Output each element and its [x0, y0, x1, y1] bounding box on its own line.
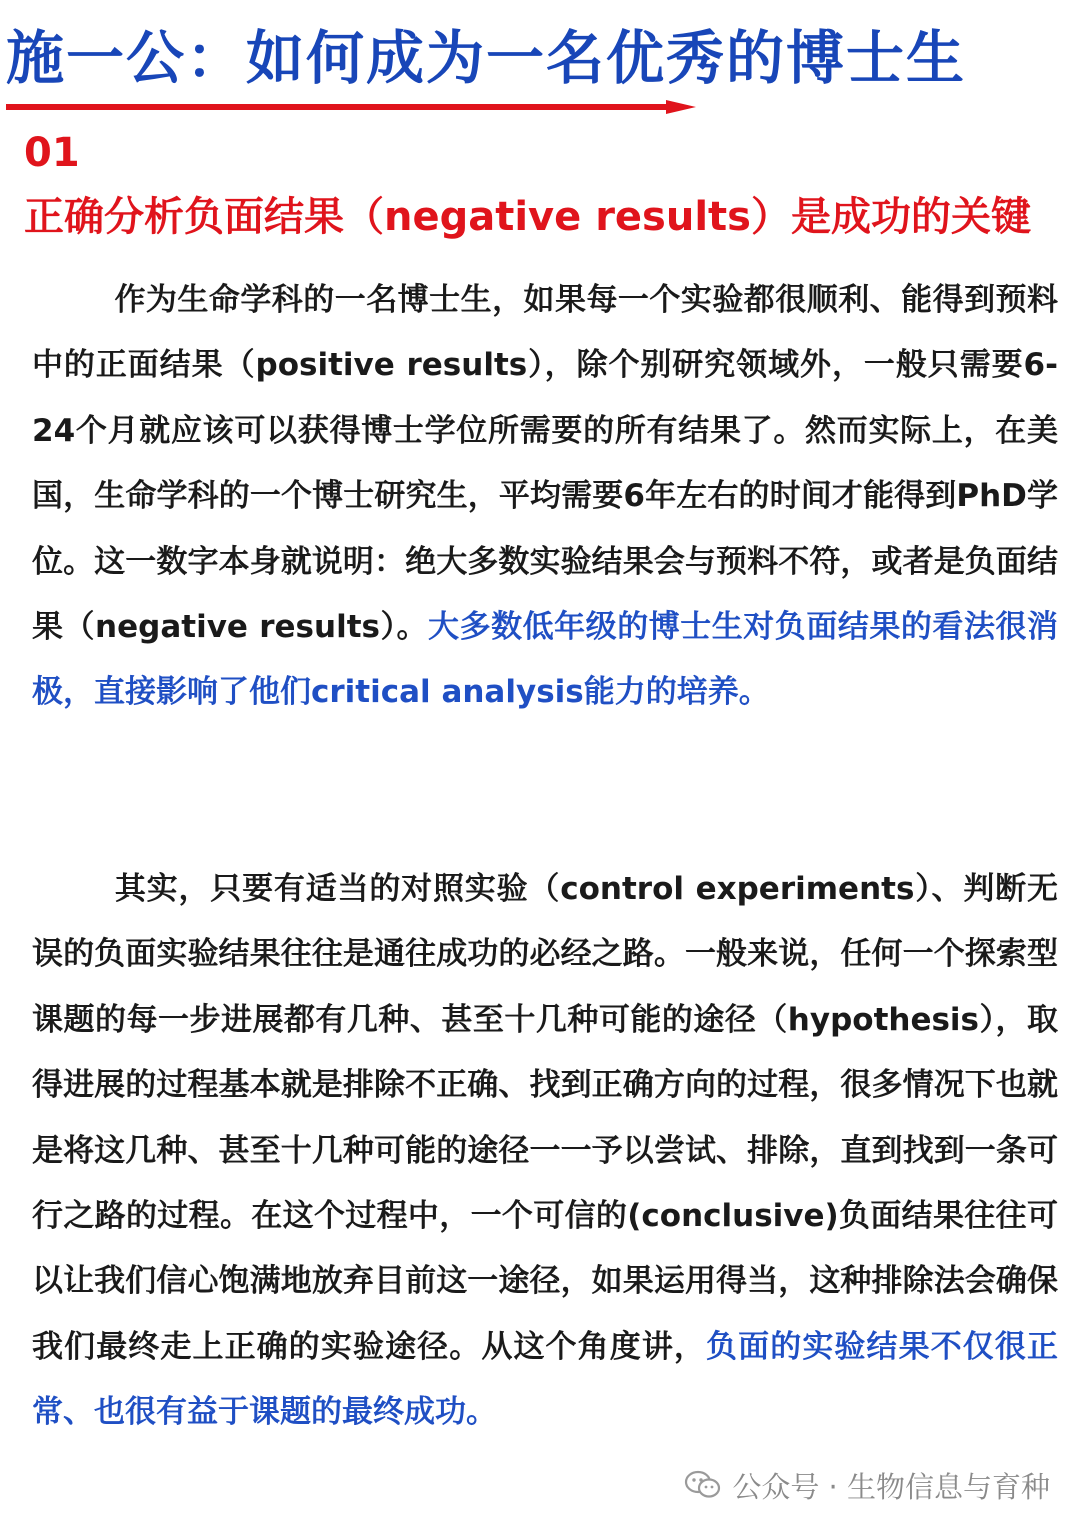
- title-underline-arrow: [6, 100, 696, 114]
- paragraph-2-highlight: 负面的实验结果不仅很正常、也很有益于课题的最终成功。: [32, 1328, 1058, 1431]
- watermark: [684, 1462, 1050, 1508]
- paragraph-2-text: 其实，只要有适当的对照实验（control experiments）、判断无误的负面实验结果往往是通往成功的必经之路。一般来说，任何一个探索型课题的每一步进展都有几种、甚至十几种可能的途径（hypothesis），取得进展的过程基本就是排除不正确、找到正确方向的过程，很多情况下也就是将这几种、甚至十几种可能的途径一一予以尝试、排除，直到找到一条可行之路的过程。在这个过程中，一个可信的(conclusive)负面结果往往可以让我们信心饱满地放弃目前这一途径，如果运用得当，这种排除法会确保我们最终走上正确的实验途径。从这个角度讲，: [32, 871, 1058, 1365]
- wechat-icon: [684, 1470, 722, 1500]
- article-title: 施一公：如何成为一名优秀的博士生: [6, 24, 967, 92]
- section-title: 正确分析负面结果（negative results）是成功的关键: [24, 194, 1031, 240]
- paragraph-1-highlight: 大多数低年级的博士生对负面结果的看法很消极，直接影响了他们critical analysis能力的培养。: [32, 609, 1058, 711]
- paragraph-1: [32, 268, 1058, 726]
- section-number: 01: [24, 130, 80, 176]
- paragraph-2: [32, 857, 1058, 1446]
- paragraph-1-text: 作为生命学科的一名博士生，如果每一个实验都很顺利、能得到预料中的正面结果（positive results），除个别研究领域外，一般只需要6-24个月就应该可以获得博士学位所需要的所有结果了。然而实际上，在美国，生命学科的一个博士研究生，平均需要6年左右的时间才能得到PhD学位。这一数字本身就说明：绝大多数实验结果会与预料不符，或者是负面结果（negative results）。: [32, 282, 1058, 646]
- watermark-text: 公众号 · 生物信息与育种: [732, 1469, 1050, 1504]
